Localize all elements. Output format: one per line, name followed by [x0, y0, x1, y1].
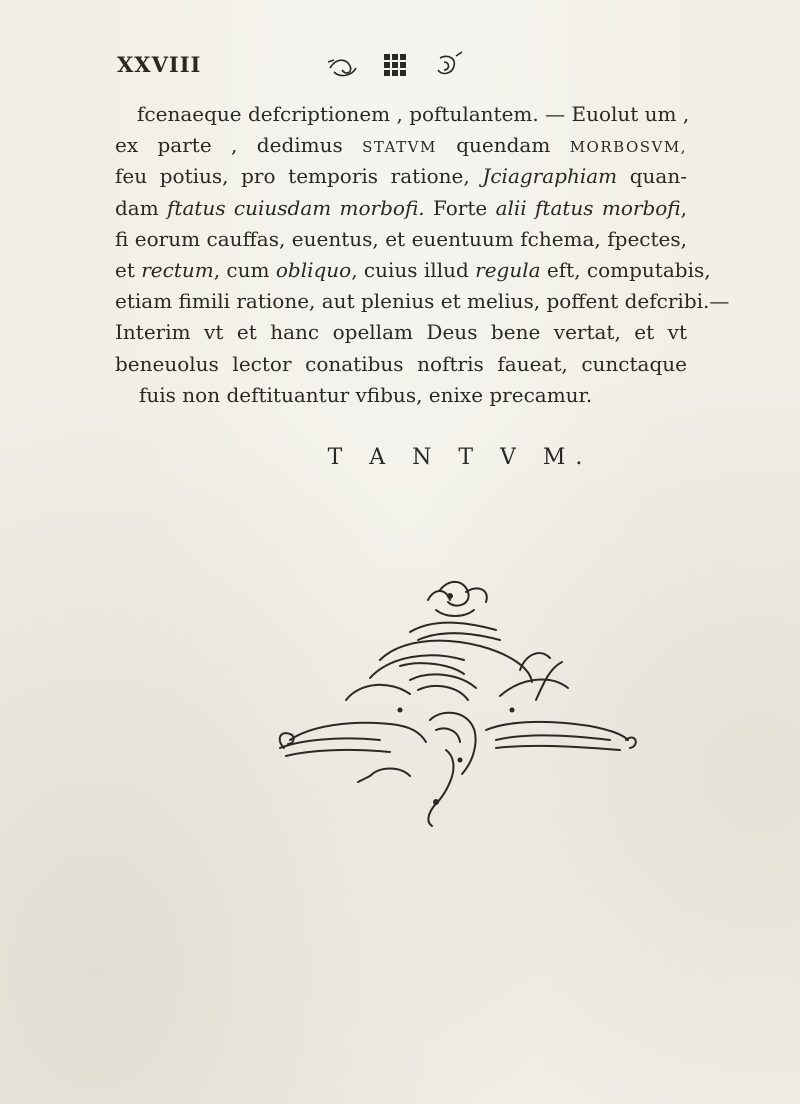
text-span: etiam fimili ratione, aut plenius et melius, poffent defcribi.—: [115, 289, 730, 314]
text-span: , cum: [213, 257, 276, 282]
finis-heading: [0, 445, 800, 470]
text-span: feu potius, pro temporis ratione,: [115, 164, 483, 189]
text-line: [115, 255, 711, 286]
page-number: XXVIII: [117, 52, 202, 77]
text-span: fi eorum cauffas, euentus, et euentuum fchema, fpectes,: [115, 226, 687, 251]
italic-term: rectum: [141, 257, 214, 282]
text-span: ex parte , dedimus: [115, 133, 363, 158]
text-line: [115, 99, 690, 130]
text-span: beneuolus lector conatibus noftris faueat, cunctaque: [115, 351, 687, 376]
printer-ornament-icon: [322, 48, 472, 82]
text-span: , cuius illud: [351, 257, 476, 282]
small-caps-word: MORBOSVM,: [569, 138, 687, 157]
text-span: et: [115, 257, 142, 282]
text-line: [115, 317, 687, 348]
text-span: quan-: [617, 164, 687, 189]
italic-term: obliquo: [275, 257, 352, 282]
text-line: [115, 193, 687, 224]
text-line: [115, 130, 687, 161]
text-line: [115, 161, 687, 192]
text-span: Forte: [424, 195, 496, 220]
text-line: [115, 286, 730, 317]
text-span: fuis non deftituantur vfibus, enixe precamur.: [139, 382, 593, 407]
text-span: dam: [115, 195, 168, 220]
main-paragraph: [115, 99, 730, 411]
text-span: Interim vt et hanc opellam Deus bene vertat, et vt: [115, 320, 687, 345]
italic-term: regula: [475, 257, 541, 282]
foliate-tailpiece-ornament-icon: [250, 570, 650, 830]
text-span: eft, computabis,: [540, 257, 711, 282]
text-span: fcenaeque defcriptionem , poftulantem. — Euolut um ,: [137, 102, 690, 126]
text-line: [115, 224, 687, 255]
text-span: ,: [680, 195, 687, 220]
finis-text: T A N T V M.: [327, 445, 593, 470]
text-line: [115, 349, 687, 380]
text-line: [115, 380, 687, 411]
italic-term: ftatus cuiusdam morbofi.: [167, 195, 425, 220]
text-span: quendam: [436, 133, 570, 158]
italic-term: Jciagraphiam: [482, 164, 618, 189]
small-caps-word: STATVM: [362, 138, 437, 157]
page-header: [117, 52, 677, 92]
italic-term: alii ftatus morbofi: [495, 195, 681, 220]
